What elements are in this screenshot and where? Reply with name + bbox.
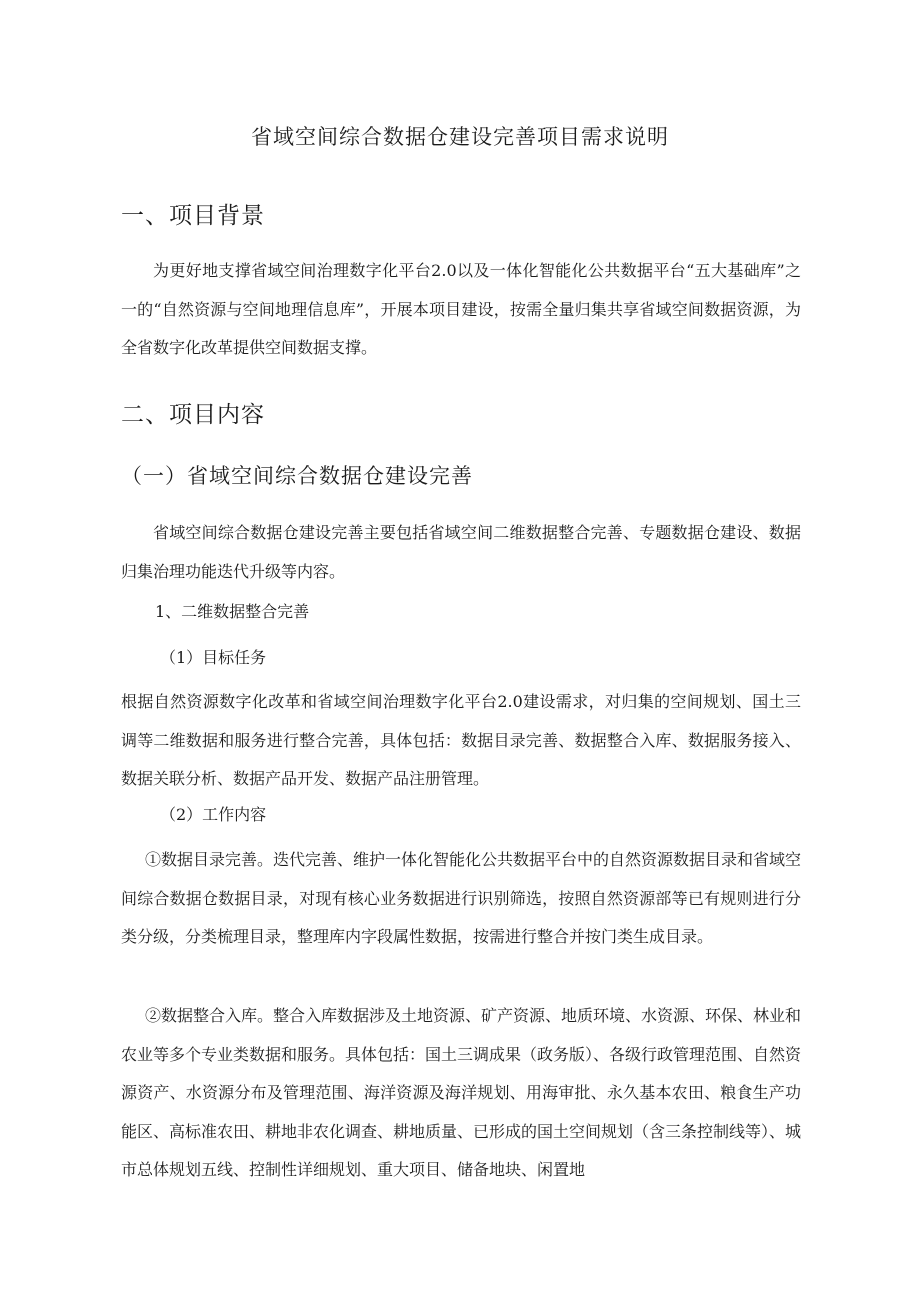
document-title: 省域空间综合数据仓建设完善项目需求说明	[251, 125, 669, 149]
goal-paragraph: 根据自然资源数字化改革和省域空间治理数字化平台2.0建设需求，对归集的空间规划、国土三调等二维数据和服务进行整合完善，具体包括：数据目录完善、数据整合入库、数据服务接入、数据关联分析、数据产品开发、数据产品注册管理。	[121, 692, 801, 788]
subsection-intro-paragraph: 省域空间综合数据仓建设完善主要包括省域空间二维数据整合完善、专题数据仓建设、数据归集治理功能迭代升级等内容。	[121, 523, 801, 581]
work-title: （2）工作内容	[160, 805, 267, 824]
background-paragraph: 为更好地支撑省域空间治理数字化平台2.0以及一体化智能化公共数据平台“五大基础库”之一的“自然资源与空间地理信息库”，开展本项目建设，按需全量归集共享省域空间数据资源，为全省数字化改革提供空间数据支撑。	[121, 261, 801, 357]
item-title-2d-data: 1、二维数据整合完善	[155, 602, 310, 621]
section-heading-content: 二、项目内容	[121, 402, 265, 428]
work-paragraph-catalog: ①数据目录完善。迭代完善、维护一体化智能化公共数据平台中的自然资源数据目录和省域空间综合数据仓数据目录，对现有核心业务数据进行识别筛选，按照自然资源部等已有规则进行分类分级，分类梳理目录，整理库内字段属性数据，按需进行整合并按门类生成目录。	[121, 850, 802, 946]
goal-title: （1）目标任务	[160, 648, 267, 667]
subsection-heading-data-warehouse: （一）省域空间综合数据仓建设完善	[121, 464, 473, 488]
section-heading-background: 一、项目背景	[121, 203, 265, 229]
work-paragraph-integration: ②数据整合入库。整合入库数据涉及土地资源、矿产资源、地质环境、水资源、环保、林业和农业等多个专业类数据和服务。具体包括：国土三调成果（政务版）、各级行政管理范围、自然资源资产、水资源分布及管理范围、海洋资源及海洋规划、用海审批、永久基本农田、粮食生产功能区、高标准农田、耕地非农化调查、耕地质量、已形成的国土空间规划（含三条控制线等）、城市总体规划五线、控制性详细规划、重大项目、储备地块、闲置地	[121, 1006, 802, 1179]
